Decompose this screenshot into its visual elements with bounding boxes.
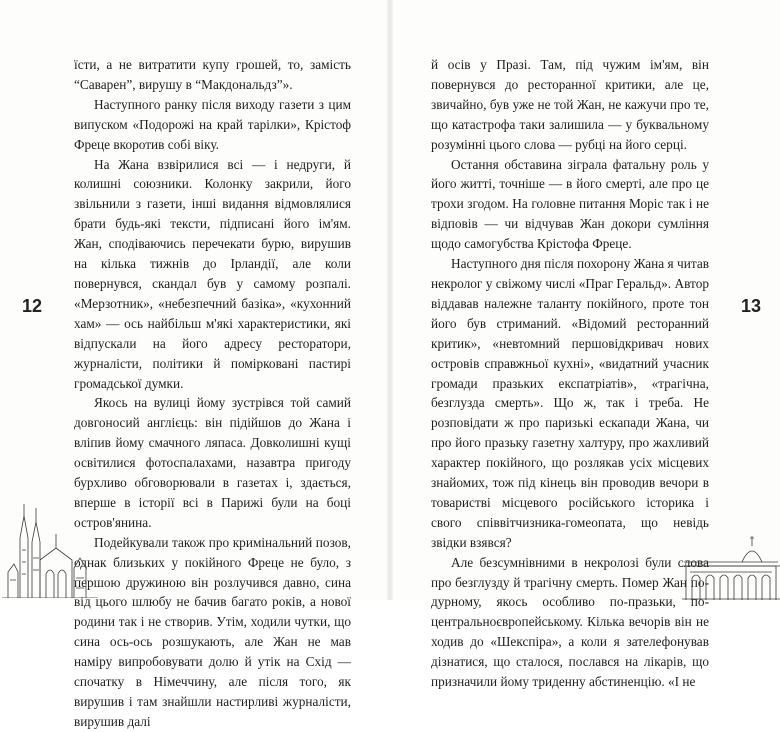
paragraph: Але безсумнівними в некролозі були слова про безглузду й трагічну смерть. Помер Жан по-дурному, якось особливо по-празьки, по-центральноєвропейському. Кілька вечорів він не ходив до «Шекспіра», а коли я зателефонував дізнатися, що сталося, послався на лікарів, що призначили йому триденну абстиненцію. «І не bbox=[431, 554, 709, 690]
left-text-column bbox=[74, 55, 351, 732]
right-text-column bbox=[431, 55, 709, 692]
paragraph: їсти, а не витратити купу грошей, то, замість “Саварен”, вирушу в “Макдональдз”». bbox=[74, 57, 351, 92]
paragraph: Остання обставина зіграла фатальну роль у його житті, точніше — в його смерті, але про це трохи згодом. На головне питання Моріс так і не відповів — чи відчував Жан докори сумління щодо самогубства Крістофа Фреце. bbox=[431, 156, 709, 252]
paragraph: Якось на вулиці йому зустрівся той самий довгоносий англієць: він підійшов до Жана і вліпив йому смачного ляпаса. Довколишні кущі освітилися фотоспалахами, назавтра пригоду бурхливо обговорювали в газетах і, здається, вперше в історії всі в Парижі були на боці остров'янина. bbox=[74, 395, 351, 530]
cathedral-sketch-icon bbox=[2, 498, 98, 598]
page-number-right: 13 bbox=[741, 296, 762, 316]
page-number-left: 12 bbox=[22, 296, 43, 316]
paragraph: Наступного дня після похорону Жана я читав некролог у свіжому числі «Праг Геральд». Автор віддавав належне таланту покійного, проте тон його був стриманий. «Відомий ресторанний критик», «невтомний першовідкривач нових островів справжньої кухні», «видатний учасник громади празьких експатріатів», «трагічна, безглузда смерть». Що ж, так і треба. Не розповідати ж про паризькі ескапади Жана, чи про його празьку газетну халтуру, про жахливий характер покійного, що розлякав усіх місцевих знайомих, тож під кінець він проводив вечори в товаристві місцевого російського історика і свого співвітчизника-гомеопата, що невідь звідки взявся? bbox=[431, 256, 709, 550]
building-sketch-icon bbox=[682, 528, 780, 600]
paragraph: й осів у Празі. Там, під чужим ім'ям, він повернувся до ресторанної критики, але це, звичайно, був уже не той Жан, не кажучи про те, що катастрофа таки залишила — у буквальному розумінні цього слова — рубці на його серці. bbox=[431, 57, 709, 152]
paragraph: Наступного ранку після виходу газети з цим випуском «Подорожі на край тарілки», Крістоф Фреце вкоротив собі віку. bbox=[74, 96, 351, 152]
paragraph: Подейкували також про кримінальний позов, однак близьких у покійного Фреце не було, з першою дружиною він розлучився давно, сина від цього шлюбу не бачив багато років, а нової родини так і не створив. Утім, ходили чутки, що сина ось-ось розшукають, але Жан не мав наміру випробовувати долю й утік на Схід — спочатку в Німеччину, але після того, як вирушив і там знайшли настирливі журналісти, вирушив далі bbox=[74, 534, 351, 729]
paragraph: На Жана взвірилися всі — і недруги, й колишні союзники. Колонку закрили, його звільнили з газети, інші видання відмовлялися брати будь-які тексти, підписані його ім'ям. Жан, сподіваючись перечекати бурю, вирушив на кілька тижнів до Ірландії, але коли повернувся, скандал був у самому розпалі. «Мерзотник», «небезпечний базіка», «кухонний хам» — ось найбільш м'які характеристики, які відпускали на його адресу ресторатори, журналісти, політики й поміркованi пастирі громадської думки. bbox=[74, 156, 351, 391]
book-gutter bbox=[387, 0, 393, 600]
